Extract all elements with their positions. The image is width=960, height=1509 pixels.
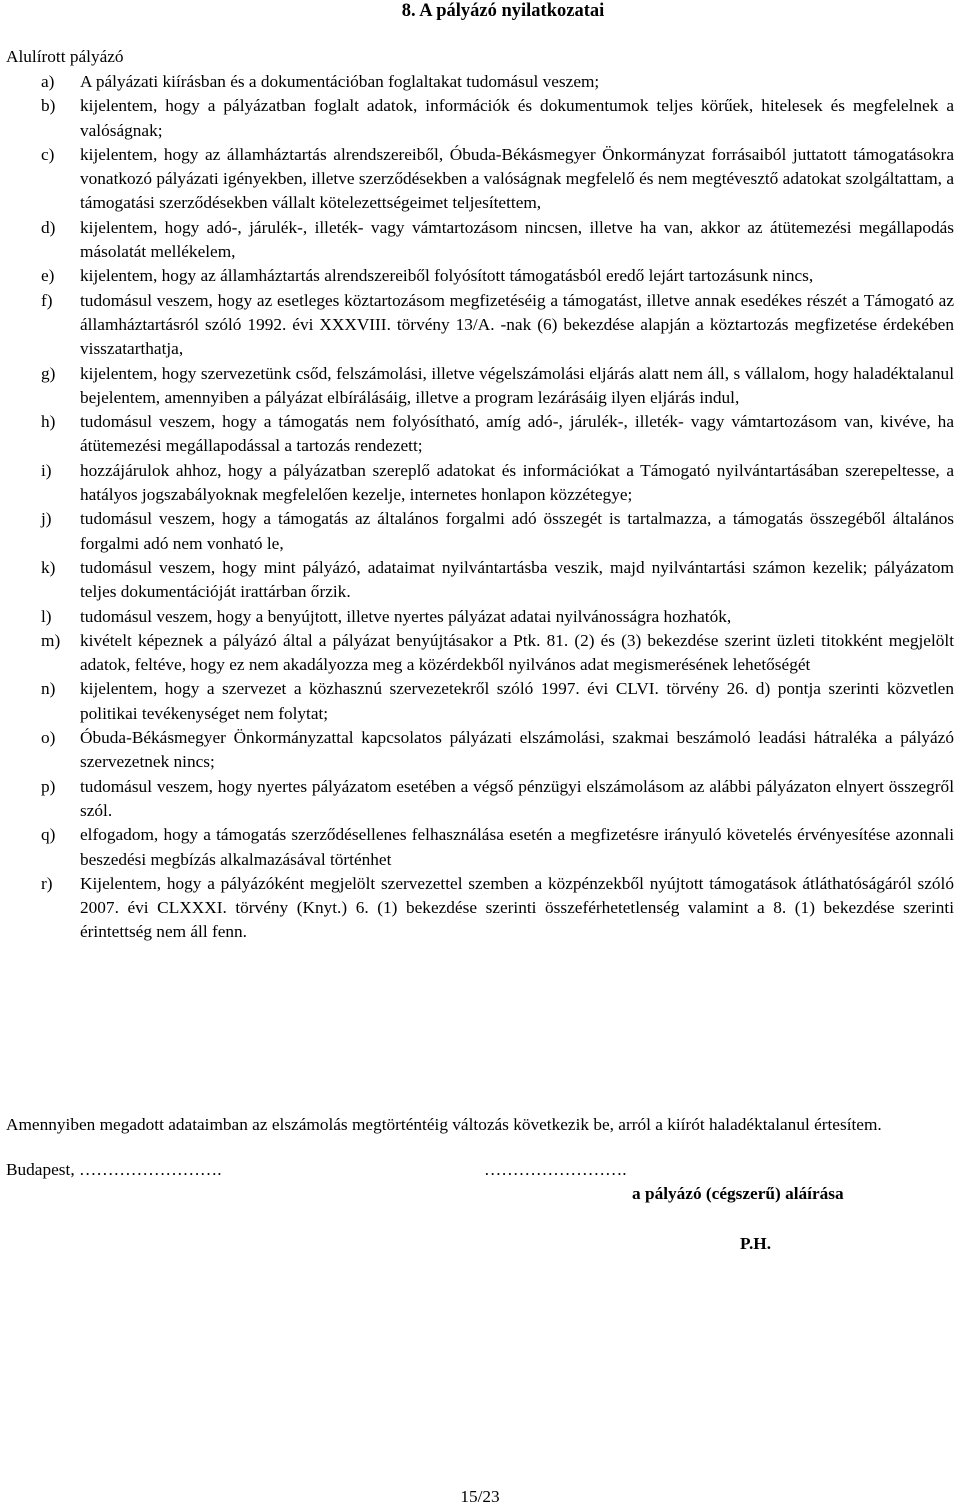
declaration-item-h — [0, 410, 960, 459]
declaration-item-c — [0, 143, 960, 216]
item-text: tudomásul veszem, hogy az esetleges köztartozásom megfizetéséig a támogatást, illetve annak esedékes részét a Támogató az államháztartásról szóló 1992. évi XXXVIII. törvény 13/A. -nak (6) bekezdése alapján a köztartozás megfizetése érdekében visszatarthatja, — [80, 290, 954, 359]
item-marker: g) — [41, 363, 56, 383]
item-marker: d) — [41, 217, 56, 237]
declaration-item-b — [0, 94, 960, 143]
declaration-item-n — [0, 677, 960, 726]
item-marker: m) — [41, 630, 61, 650]
declaration-item-q — [0, 823, 960, 872]
declaration-item-m — [0, 629, 960, 678]
item-marker: r) — [41, 873, 53, 893]
item-marker: o) — [41, 728, 56, 748]
item-marker: b) — [41, 96, 56, 116]
signature-label: a pályázó (cégszerű) aláírása — [632, 1184, 844, 1203]
page-title: 8. A pályázó nyilatkozatai — [401, 1, 605, 21]
item-marker: n) — [41, 679, 56, 699]
declaration-item-a — [0, 70, 960, 94]
declaration-item-r — [0, 872, 960, 945]
item-text: kivételt képeznek a pályázó által a pályázat benyújtásakor a Ptk. 81. (2) és (3) bekezdése szerint üzleti titokként megjelölt adatok, feltéve, hogy ez nem akadályozza meg a közérdekből nyilvános adat megismerésének lehetőségét — [80, 630, 954, 675]
declaration-item-k — [0, 556, 960, 605]
declaration-item-p — [0, 775, 960, 824]
declaration-item-f — [0, 289, 960, 362]
item-text: hozzájárulok ahhoz, hogy a pályázatban szereplő adatokat és információkat a Támogató nyilvántartásában szerepeltesse, a hatályos jogszabályoknak megfelelően kezelje, internetes honlapon közzétegye; — [80, 460, 954, 505]
declaration-item-g — [0, 362, 960, 411]
item-text: tudomásul veszem, hogy nyertes pályázatom esetében a végső pénzügyi elszámolásom az alábbi pályázaton elnyert összegről szól. — [80, 776, 954, 820]
declaration-item-l — [0, 605, 960, 629]
item-marker: k) — [41, 557, 56, 577]
item-text: tudomásul veszem, hogy a támogatás nem folyósítható, amíg adó-, járulék-, illeték- vagy vámtartozásom van, kivéve, ha átütemezési megállapodással a tartozás rendezett; — [80, 412, 954, 456]
item-text: kijelentem, hogy adó-, járulék-, illeték- vagy vámtartozásom nincsen, illetve ha van, akkor az átütemezési megállapodás másolatát mellékelem, — [80, 217, 954, 262]
stamp-placeholder: P.H. — [740, 1234, 772, 1253]
item-marker: i) — [41, 460, 52, 480]
declaration-item-d — [0, 216, 960, 265]
item-marker: q) — [41, 825, 56, 845]
page-number: 15/23 — [460, 1487, 500, 1506]
item-marker: h) — [41, 412, 56, 432]
closing-statement: Amennyiben megadott adataimban az elszámolás megtörténtéig változás következik be, arról a kiírót haladéktalanul értesítem. — [6, 1115, 882, 1134]
item-marker: f) — [41, 290, 53, 310]
item-text: kijelentem, hogy a szervezet a közhasznú szervezetekről szóló 1997. évi CLVI. törvény 26. d) pontja szerinti közvetlen politikai tevékenységet nem folytat; — [80, 679, 954, 723]
item-marker: e) — [41, 266, 55, 286]
item-text: tudomásul veszem, hogy a benyújtott, illetve nyertes pályázat adatai nyilvánosságra hozhatók, — [80, 606, 732, 626]
declaration-item-j — [0, 507, 960, 556]
signature-line: ……………………. — [484, 1160, 627, 1179]
declaration-item-o — [0, 726, 960, 775]
item-text: Kijelentem, hogy a pályázóként megjelölt szervezettel szemben a közpénzekből nyújtott támogatások átláthatóságáról szóló 2007. évi CLXXXI. törvény (Knyt.) 6. (1) bekezdése szerinti összeférhetetlenség valamint a 8. (1) bekezdése szerinti érintettség nem áll fenn. — [80, 873, 954, 942]
item-marker: a) — [41, 72, 55, 91]
item-marker: j) — [41, 509, 52, 529]
place-date-line: Budapest, ……………………. — [6, 1160, 222, 1179]
item-text: kijelentem, hogy a pályázatban foglalt adatok, információk és dokumentumok teljes körűek, hitelesek és megfelelnek a valóságnak; — [80, 96, 954, 140]
item-text: tudomásul veszem, hogy a támogatás az általános forgalmi adó összegét is tartalmazza, a támogatás összegéből általános forgalmi adó nem vonható le, — [80, 509, 954, 553]
item-text: kijelentem, hogy az államháztartás alrendszereiből, Óbuda-Békásmegyer Önkormányzat forrásaiból juttatott támogatásokra vonatkozó pályázati igényekben, illetve szerződésekben a valóságnak megfelelő és nem megtévesztő adatokat szolgáltattam, a támogatási szerződésekben vállalt kötelezettségeimet teljesítettem, — [80, 144, 954, 213]
item-text: tudomásul veszem, hogy mint pályázó, adataimat nyilvántartásba veszik, majd nyilvántartási számon kezelik; pályázatom teljes dokumentációját irattárban őrzik. — [80, 557, 954, 602]
item-text: kijelentem, hogy szervezetünk csőd, felszámolási, illetve végelszámolási eljárás alatt nem áll, s vállalom, hogy haladéktalanul bejelentem, amennyiben a pályázat elbírálásáig, illetve a program lezárásáig ilyen eljárás indul, — [80, 363, 954, 407]
item-text: A pályázati kiírásban és a dokumentációban foglaltakat tudomásul veszem; — [80, 72, 600, 91]
item-text: Óbuda-Békásmegyer Önkormányzattal kapcsolatos pályázati elszámolási, szakmai beszámoló leadási hátraléka a pályázó szervezetnek nincs; — [80, 728, 954, 772]
intro-text: Alulírott pályázó — [6, 47, 124, 66]
declaration-item-e — [0, 264, 960, 288]
item-marker: c) — [41, 144, 55, 164]
item-text: elfogadom, hogy a támogatás szerződésellenes felhasználása esetén a megfizetésre irányuló követelés érvényesítése azonnali beszedési megbízás alkalmazásával történhet — [80, 825, 954, 869]
declaration-item-i — [0, 459, 960, 508]
item-text: kijelentem, hogy az államháztartás alrendszereiből folyósított támogatásból eredő lejárt tartozásunk nincs, — [80, 266, 814, 286]
declaration-list — [0, 70, 960, 945]
item-marker: l) — [41, 606, 52, 626]
item-marker: p) — [41, 776, 56, 796]
